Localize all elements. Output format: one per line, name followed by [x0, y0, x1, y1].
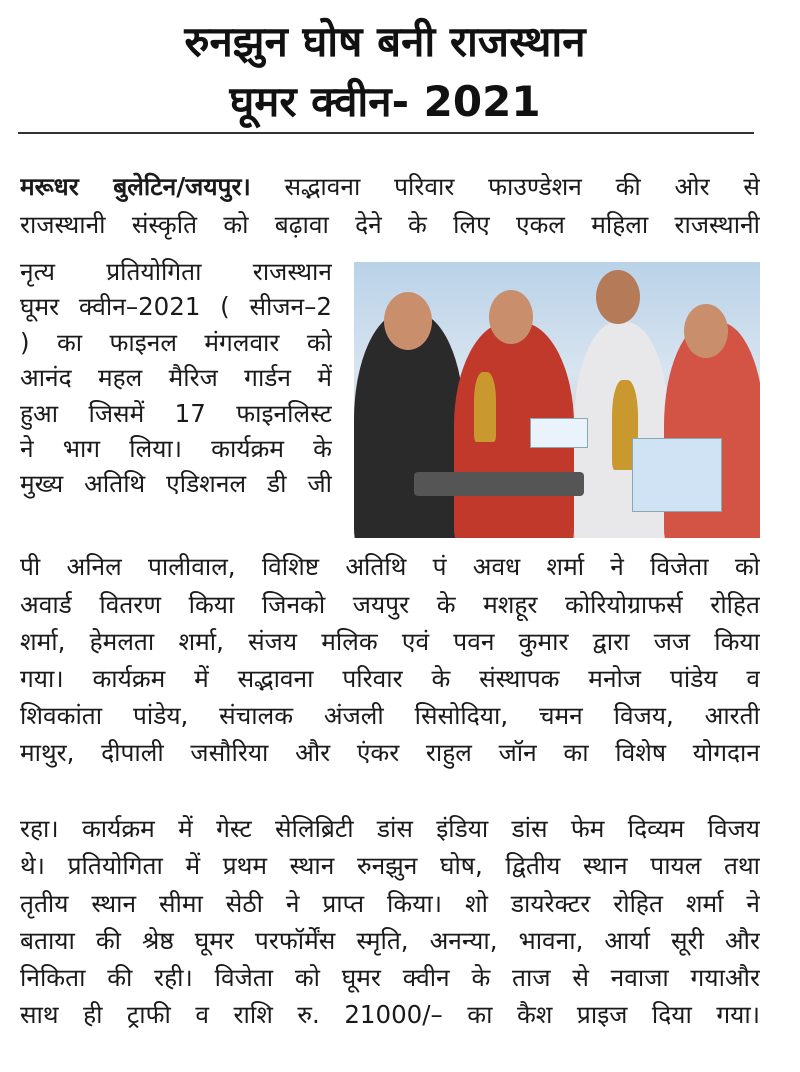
- news-photo: [354, 262, 760, 538]
- photo-envelope: [530, 418, 588, 448]
- article-line: तृतीय स्थान सीमा सेठी ने प्राप्त किया। शो डायरेक्टर रोहित शर्मा ने: [20, 889, 760, 918]
- article-line: नृत्य प्रतियोगिता राजस्थान: [20, 257, 332, 286]
- article-line: अवार्ड वितरण किया जिनको जयपुर के मशहूर कोरियोग्राफर्स रोहित: [20, 590, 760, 619]
- article-text: सद्भावना परिवार फाउण्डेशन की ओर से: [284, 172, 760, 201]
- article-line: राजस्थानी संस्कृति को बढ़ावा देने के लिए एकल महिला राजस्थानी: [20, 210, 760, 239]
- article-line: शर्मा, हेमलता शर्मा, संजय मलिक एवं पवन कुमार द्वारा जज किया: [20, 627, 760, 656]
- article-line: निकिता की रही। विजेता को घूमर क्वीन के ताज से नवाजा गयाऔर: [20, 963, 760, 992]
- article-line: शिवकांता पांडेय, संचालक अंजली सिसोदिया, चमन विजय, आरती: [20, 701, 760, 730]
- article-line: ने भाग लिया। कार्यक्रम के: [20, 434, 332, 463]
- trophy-icon: [474, 372, 496, 442]
- article-line: [20, 170, 760, 204]
- headline-divider: [18, 132, 754, 134]
- article-line: माथुर, दीपाली जसौरिया और एंकर राहुल जॉन का विशेष योगदान: [20, 738, 760, 767]
- photo-face: [596, 270, 640, 324]
- article-line: हुआ जिसमें 17 फाइनलिस्ट: [20, 399, 332, 428]
- photo-face: [684, 304, 728, 358]
- headline-line-1: रुनझुन घोष बनी राजस्थान: [184, 17, 586, 66]
- photo-face: [384, 292, 432, 350]
- photo-face: [489, 290, 533, 344]
- article-line: मुख्य अतिथि एडिशनल डी जी: [20, 469, 332, 498]
- article-line: आनंद महल मैरिज गार्डन में: [20, 363, 332, 392]
- article-line: साथ ही ट्राफी व राशि रु. 21000/– का कैश प्राइज दिया गया।: [20, 1000, 760, 1029]
- photo-gift-box: [414, 472, 584, 496]
- article-line: गया। कार्यक्रम में सद्भावना परिवार के संस्थापक मनोज पांडेय व: [20, 664, 760, 693]
- article-line: ) का फाइनल मंगलवार को: [20, 328, 332, 357]
- article-line: थे। प्रतियोगिता में प्रथम स्थान रुनझुन घोष, द्वितीय स्थान पायल तथा: [20, 851, 760, 880]
- article-line: रहा। कार्यक्रम में गेस्ट सेलिब्रिटी डांस इंडिया डांस फेम दिव्यम विजय: [20, 814, 760, 843]
- article-line: पी अनिल पालीवाल, विशिष्ट अतिथि पं अवध शर्मा ने विजेता को: [20, 552, 760, 581]
- article-line: घूमर क्वीन–2021 ( सीजन–2: [20, 292, 332, 321]
- photo-certificate: [632, 438, 722, 512]
- headline-line-2: घूमर क्वीन- 2021: [229, 77, 541, 126]
- dateline: मरूधर बुलेटिन/जयपुर।: [20, 172, 251, 201]
- article-line: बताया की श्रेष्ठ घूमर परफॉर्मेंस स्मृति, अनन्या, भावना, आर्या सूरी और: [20, 926, 760, 955]
